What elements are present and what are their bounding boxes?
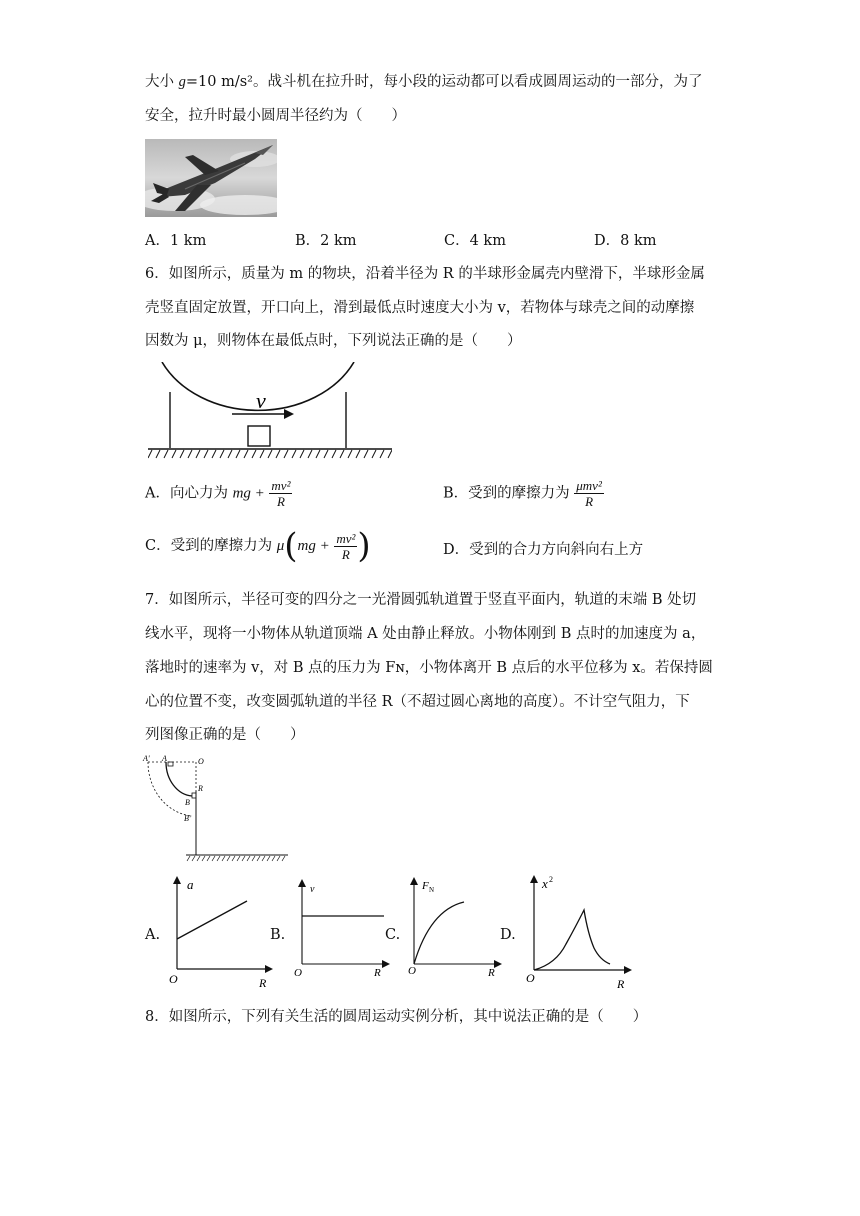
q7-line-4: 心的位置不变，改变圆弧轨道的半径 R（不超过圆心离地的高度）。不计空气阻力，下 <box>145 694 690 710</box>
q6-option-d[interactable]: D．受到的合力方向斜向右上方 <box>443 542 644 558</box>
graph-a-origin: O <box>169 972 178 986</box>
q6-option-c[interactable] <box>145 526 371 566</box>
q6-option-c-num: mv² <box>336 530 356 546</box>
q6-option-c-expr: mg + <box>297 538 330 554</box>
graph-d-origin: O <box>526 971 535 985</box>
graph-a-xlabel: R <box>259 976 267 990</box>
q7-option-c-label[interactable]: C. <box>385 927 401 943</box>
graph-c-curve <box>414 902 464 964</box>
q6-option-c-fraction <box>334 531 357 562</box>
graph-c-ysub: N <box>429 886 435 894</box>
graph-c-ylabel: F <box>422 880 429 892</box>
graph-d-ylabel: x <box>542 876 548 891</box>
q5-option-c[interactable]: C．4 km <box>444 233 506 249</box>
q6-option-c-prefix: C．受到的摩擦力为 <box>145 538 273 554</box>
graph-b-xlabel: R <box>374 967 381 979</box>
q6-option-b-den: R <box>585 494 594 509</box>
velocity-label: v <box>256 388 266 413</box>
q6-option-b-prefix: B．受到的摩擦力为 <box>443 485 570 502</box>
q6-line-1: 6．如图所示，质量为 m 的物块，沿着半径为 R 的半球形金属壳内壁滑下，半球形金属 <box>145 266 705 282</box>
q6-line-2: 壳竖直固定放置，开口向上，滑到最低点时速度大小为 v，若物体与球壳之间的动摩擦 <box>145 300 695 316</box>
q7-line-5: 列图像正确的是（ ） <box>145 727 305 743</box>
q6-option-a-prefix: A．向心力为 <box>145 485 228 502</box>
q6-option-a[interactable] <box>145 478 292 509</box>
q5-g-symbol: g <box>178 74 186 90</box>
label-b: B <box>185 798 190 807</box>
graph-a-ylabel: a <box>187 877 194 892</box>
graph-d-curve <box>534 910 610 970</box>
q6-option-a-fraction <box>269 478 292 509</box>
graph-a-line <box>177 901 247 939</box>
q6-hemisphere-figure <box>148 362 392 464</box>
label-r: R <box>198 784 203 793</box>
block <box>248 426 270 446</box>
q7-track-figure <box>142 755 292 865</box>
graph-b-ylabel: v <box>310 884 315 895</box>
q5-line-2: 安全，拉升时最小圆周半径约为（ ） <box>145 108 406 124</box>
graph-d-ysup: 2 <box>549 875 553 884</box>
q7-graph-a[interactable] <box>165 873 275 991</box>
q6-option-a-expr: mg + <box>232 485 265 502</box>
q7-graph-b[interactable] <box>292 876 392 980</box>
q6-option-c-mu: μ <box>276 538 285 554</box>
q6-option-b-num: μmv² <box>576 478 602 493</box>
q6-option-b-fraction <box>574 478 604 509</box>
q5-option-d[interactable]: D．8 km <box>594 233 657 249</box>
label-b-prime: B' <box>184 814 191 823</box>
graph-b-origin: O <box>294 967 302 979</box>
q7-graph-c[interactable] <box>404 874 504 980</box>
label-a-prime: A' <box>143 755 150 763</box>
q6-line-3: 因数为 μ，则物体在最低点时，下列说法正确的是（ ） <box>145 333 522 349</box>
q5-line1-rest: =10 m/s²。战斗机在拉升时，每小段的运动都可以看成圆周运动的一部分，为了 <box>185 74 703 90</box>
q8-line-1: 8．如图所示，下列有关生活的圆周运动实例分析，其中说法正确的是（ ） <box>145 1009 648 1025</box>
q6-option-a-den: R <box>276 494 285 509</box>
graph-c-xlabel: R <box>488 967 495 979</box>
right-paren: ) <box>357 526 371 566</box>
q5-line-1 <box>145 72 702 92</box>
graph-d-xlabel: R <box>617 977 625 991</box>
q5-option-a[interactable]: A．1 km <box>145 233 207 249</box>
q7-graph-d[interactable] <box>522 872 634 992</box>
q6-option-a-num: mv² <box>271 478 291 493</box>
q7-option-a-label[interactable]: A. <box>145 927 161 943</box>
q7-option-b-label[interactable]: B. <box>270 927 286 943</box>
q5-line1-prefix: 大小 <box>145 74 179 90</box>
q7-line-3: 落地时的速率为 v，对 B 点的压力为 Fɴ，小物体离开 B 点后的水平位移为 x。若保持圆 <box>145 660 713 676</box>
label-o: O <box>198 757 204 766</box>
q5-option-b[interactable]: B．2 km <box>295 233 357 249</box>
q7-line-2: 线水平，现将一小物体从轨道顶端 A 处由静止释放。小物体刚到 B 点时的加速度为 a， <box>145 626 706 642</box>
label-a: A <box>162 755 167 763</box>
left-paren: ( <box>284 526 298 566</box>
q6-option-b[interactable] <box>443 478 604 509</box>
graph-c-origin: O <box>408 965 416 977</box>
q7-line-1: 7．如图所示，半径可变的四分之一光滑圆弧轨道置于竖直平面内，轨道的末端 B 处切 <box>145 592 697 608</box>
fighter-jet-image <box>145 139 277 217</box>
q6-option-c-den: R <box>341 546 350 562</box>
q7-option-d-label[interactable]: D. <box>500 927 516 943</box>
